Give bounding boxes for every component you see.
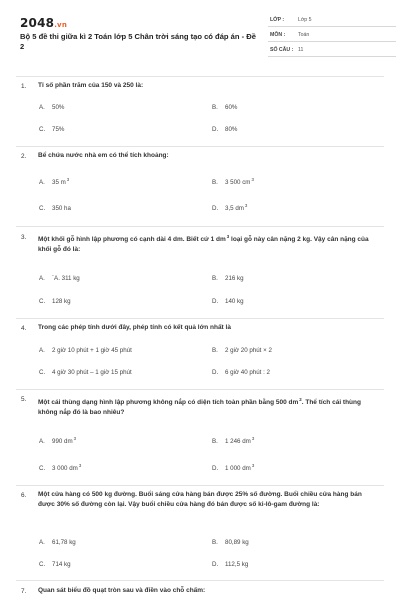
- option-d[interactable]: [212, 369, 270, 376]
- option-value: 216 kg: [225, 275, 244, 282]
- option-value: 1 246 dm: [225, 438, 251, 445]
- option-a[interactable]: [39, 347, 132, 354]
- meta-key: SỐ CÂU :: [270, 47, 294, 53]
- divider: [16, 580, 384, 581]
- option-value: 714 kg: [52, 561, 71, 568]
- meta-value: 11: [298, 47, 304, 53]
- option-letter: D.: [212, 205, 219, 212]
- option-letter: D.: [212, 369, 219, 376]
- option-d[interactable]: [212, 561, 248, 568]
- option-c[interactable]: [39, 126, 64, 133]
- option-b[interactable]: [212, 104, 237, 111]
- option-value: 3 500 cm: [225, 179, 251, 186]
- option-letter: C.: [39, 465, 46, 472]
- question-number: 3.: [21, 234, 27, 241]
- question-text: Quan sát biểu đồ quạt tròn sau và điền vào chỗ chấm:: [38, 587, 206, 594]
- meta-row-count: [268, 42, 396, 57]
- option-b[interactable]: [212, 438, 254, 445]
- option-a[interactable]: [39, 438, 76, 445]
- option-letter: A.: [39, 539, 45, 546]
- meta-value: Toán: [298, 32, 310, 38]
- superscript: 3: [78, 463, 82, 468]
- option-d[interactable]: [212, 465, 254, 472]
- option-value: 140 kg: [225, 298, 244, 305]
- option-letter: C.: [39, 561, 46, 568]
- divider: [16, 76, 384, 77]
- document-title: Bộ 5 đề thi giữa kì 2 Toán lớp 5 Chân trời sáng tạo có đáp án - Đề 2: [20, 32, 256, 51]
- logo-suffix: .vn: [54, 21, 68, 29]
- option-value: 3,5 dm: [225, 205, 244, 212]
- text-part: . Thể tích cái thùng không nắp đó là bao nhiêu?: [38, 399, 361, 416]
- option-letter: B.: [212, 438, 218, 445]
- option-d[interactable]: [212, 126, 237, 133]
- option-value: `A. 311 kg: [52, 275, 80, 282]
- option-value: 1 000 dm: [225, 465, 251, 472]
- option-letter: D.: [212, 465, 219, 472]
- option-value: 2 giờ 20 phút × 2: [225, 347, 272, 354]
- question-number: 4.: [21, 325, 27, 332]
- divider: [16, 226, 384, 227]
- option-letter: B.: [212, 275, 218, 282]
- option-c[interactable]: [39, 298, 71, 305]
- superscript: 2: [299, 397, 302, 402]
- option-letter: B.: [212, 347, 218, 354]
- option-value: 128 kg: [52, 298, 71, 305]
- option-letter: A.: [39, 275, 45, 282]
- option-b[interactable]: [212, 347, 272, 354]
- site-logo[interactable]: [20, 16, 67, 30]
- meta-row-class: [268, 12, 396, 27]
- option-letter: A.: [39, 438, 45, 445]
- meta-value: Lớp 5: [298, 17, 312, 23]
- option-value: 60%: [225, 104, 238, 111]
- question-text: Một cửa hàng có 500 kg đường. Buổi sáng cửa hàng bán được 25% số đường. Buổi chiều cửa hàng bán được 30% số đường còn lại. Vậy buổi chiều cửa hàng đó bán được số ki-lô-gam đường là:: [38, 491, 362, 508]
- question-number: 6.: [21, 492, 27, 499]
- option-value: 6 giờ 40 phút : 2: [225, 369, 270, 376]
- option-letter: C.: [39, 298, 46, 305]
- meta-table: [268, 12, 396, 57]
- superscript: 3: [251, 436, 255, 441]
- meta-row-subject: [268, 27, 396, 42]
- option-value: 35 m: [52, 179, 66, 186]
- option-letter: A.: [39, 104, 45, 111]
- question-text: Tỉ số phần trăm của 150 và 250 là:: [38, 82, 144, 89]
- option-b[interactable]: [212, 179, 254, 186]
- option-c[interactable]: [39, 369, 132, 376]
- option-a[interactable]: [39, 539, 76, 546]
- divider: [16, 146, 384, 147]
- text-part: loại gỗ này cân nặng 2 kg. Vậy cân nặng của khối gỗ đó là:: [38, 236, 369, 253]
- option-letter: B.: [212, 104, 218, 111]
- superscript: 3: [251, 177, 254, 182]
- option-letter: A.: [39, 179, 45, 186]
- option-letter: C.: [39, 205, 46, 212]
- option-letter: C.: [39, 126, 46, 133]
- option-value: 2 giờ 10 phút + 1 giờ 45 phút: [52, 347, 132, 354]
- superscript: 3: [73, 436, 77, 441]
- question-text: [38, 398, 378, 418]
- divider: [16, 318, 384, 319]
- option-letter: A.: [39, 347, 45, 354]
- option-c[interactable]: [39, 205, 71, 212]
- text-part: Một cái thùng dạng hình lập phương không nắp có diện tích toàn phần bằng 500 dm: [38, 399, 299, 406]
- superscript: 3: [226, 234, 230, 239]
- option-value: 61,78 kg: [52, 539, 76, 546]
- question-number: 2.: [21, 153, 27, 160]
- option-b[interactable]: [212, 275, 244, 282]
- option-letter: D.: [212, 561, 219, 568]
- question-text: Bể chứa nước nhà em có thể tích khoảng:: [38, 152, 169, 159]
- divider: [16, 485, 384, 486]
- question-number: 1.: [21, 83, 27, 90]
- option-letter: C.: [39, 369, 46, 376]
- option-value: 350 ha: [52, 205, 71, 212]
- meta-key: MÔN :: [270, 32, 286, 38]
- option-a[interactable]: [39, 104, 64, 111]
- option-letter: B.: [212, 179, 218, 186]
- option-value: 112,5 kg: [225, 561, 249, 568]
- question-text: Trong các phép tính dưới đây, phép tính có kết quả lớn nhất là: [38, 324, 231, 331]
- option-letter: D.: [212, 126, 219, 133]
- option-a[interactable]: [39, 275, 80, 282]
- option-c[interactable]: [39, 465, 81, 472]
- option-value: 80,89 kg: [225, 539, 249, 546]
- meta-key: LỚP :: [270, 17, 285, 23]
- option-value: 50%: [52, 104, 65, 111]
- superscript: 3: [251, 463, 255, 468]
- superscript: 3: [244, 203, 248, 208]
- option-value: 990 dm: [52, 438, 73, 445]
- option-c[interactable]: [39, 561, 71, 568]
- question-number: 5.: [21, 396, 27, 403]
- text-part: Một khối gỗ hình lập phương có cạnh dài 4 dm. Biết cứ 1 dm: [38, 236, 226, 243]
- question-number: 7.: [21, 588, 27, 595]
- option-letter: D.: [212, 298, 219, 305]
- option-value: 4 giờ 30 phút – 1 giờ 15 phút: [52, 369, 132, 376]
- option-b[interactable]: [212, 539, 249, 546]
- logo-main: 2048: [20, 16, 55, 30]
- option-a[interactable]: [39, 179, 69, 186]
- option-value: 80%: [225, 126, 238, 133]
- question-text: [38, 235, 378, 255]
- option-letter: B.: [212, 539, 218, 546]
- superscript: 3: [66, 177, 70, 182]
- option-d[interactable]: [212, 298, 244, 305]
- divider: [16, 389, 384, 390]
- option-d[interactable]: [212, 205, 247, 212]
- page-header: [16, 12, 384, 62]
- option-value: 75%: [52, 126, 65, 133]
- option-value: 3 000 dm: [52, 465, 78, 472]
